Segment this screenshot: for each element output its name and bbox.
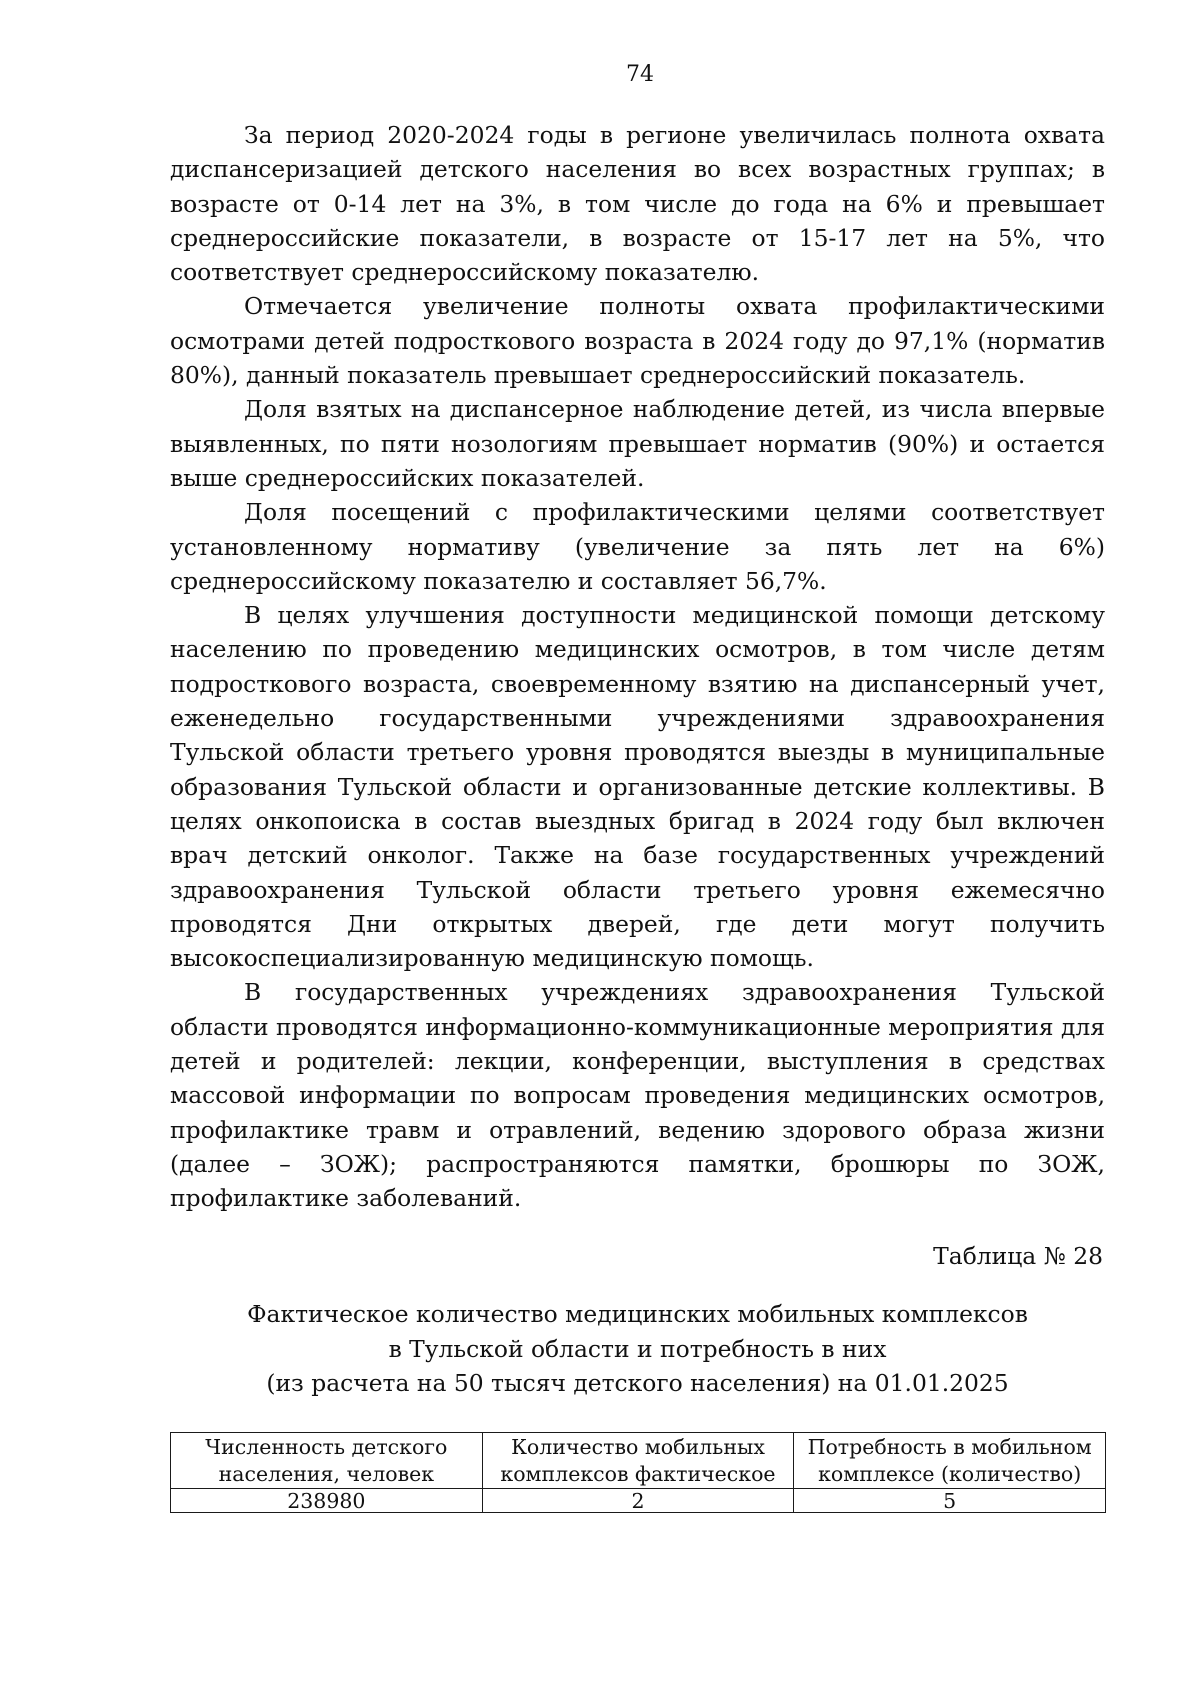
table-header-row xyxy=(171,1433,1106,1489)
cell-actual-complexes: 2 xyxy=(482,1489,794,1513)
header-required-complexes: Потребность в мобильном комплексе (количество) xyxy=(794,1433,1106,1489)
header-actual-complexes: Количество мобильных комплексов фактическое xyxy=(482,1433,794,1489)
paragraph-information-events: В государственных учреждениях здравоохранения Тульской области проводятся информационно-коммуникационные мероприятия для детей и родителей: лекции, конференции, выступления в средствах массовой информации по вопросам проведения медицинских осмотров, профилактике травм и отравлений, ведению здорового образа жизни (далее – ЗОЖ); распространяются памятки, брошюры по ЗОЖ, профилактике заболеваний. xyxy=(170,978,1106,1213)
page-number: 74 xyxy=(626,62,654,87)
table-title xyxy=(170,1297,1105,1401)
table-row xyxy=(171,1489,1106,1513)
header-child-population: Численность детского населения, человек xyxy=(171,1433,483,1489)
body-text xyxy=(170,118,1105,1216)
paragraph-visits-share: Доля посещений с профилактическими целями соответствует установленному нормативу (увеличение за пять лет на 6%) среднероссийскому показателю и составляет 56,7%. xyxy=(170,498,1105,595)
table-label: Таблица № 28 xyxy=(933,1242,1103,1270)
table-title-line: в Тульской области и потребность в них xyxy=(388,1334,887,1363)
cell-child-population: 238980 xyxy=(171,1489,483,1513)
paragraph-coverage: За период 2020-2024 годы в регионе увеличилась полнота охвата диспансеризацией детского населения во всех возрастных группах; в возрасте от 0-14 лет на 3%, в том числе до года на 6% и превышает среднероссийские показатели, в возрасте от 15-17 лет на 5%, что соответствует среднероссийскому показателю. xyxy=(170,121,1105,287)
table-title-line: (из расчета на 50 тысяч детского населения) на 01.01.2025 xyxy=(266,1369,1009,1397)
mobile-complexes-table xyxy=(170,1432,1106,1513)
table-title-line: Фактическое количество медицинских мобильных комплексов xyxy=(247,1300,1028,1328)
paragraph-preventive-exams: Отмечается увеличение полноты охвата профилактическими осмотрами детей подросткового возраста в 2024 году до 97,1% (норматив 80%), данный показатель превышает среднероссийский показатель. xyxy=(170,292,1105,390)
cell-required-complexes: 5 xyxy=(794,1489,1106,1513)
paragraph-dispensary-share: Доля взятых на диспансерное наблюдение детей, из числа впервые выявленных, по пяти нозологиям превышает норматив (90%) и остается выше среднероссийских показателей. xyxy=(170,395,1105,492)
paragraph-accessibility: В целях улучшения доступности медицинской помощи детскому населению по проведению медицинских осмотров, в том числе детям подросткового возраста, своевременному взятию на диспансерный учет, еженедельно государственными учреждениями здравоохранения Тульской области третьего уровня проводятся выезды в муниципальные образования Тульской области и организованные детские коллективы. В целях онкопоиска в состав выездных бригад в 2024 году был включен врач детский онколог. Также на базе государственных учреждений здравоохранения Тульской области третьего уровня ежемесячно проводятся Дни открытых дверей, где дети могут получить высокоспециализированную медицинскую помощь. xyxy=(170,601,1105,973)
